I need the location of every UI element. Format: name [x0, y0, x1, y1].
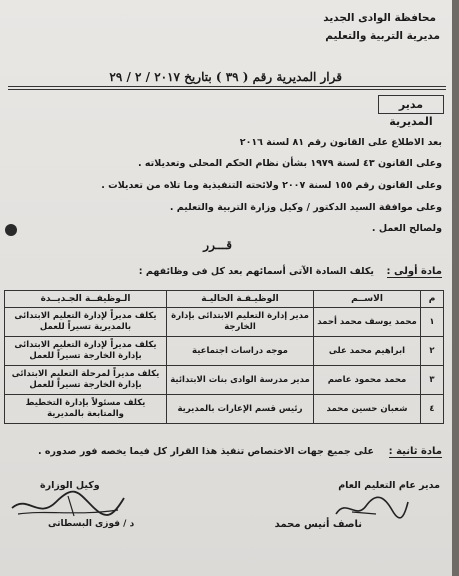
row-name: محمد محمود عاصم [314, 366, 421, 395]
signature-name-left: د / فوزى البسطاتى [48, 519, 135, 529]
signature-left-scribble [8, 490, 128, 522]
signature-title-left: وكيل الوزارة [40, 480, 100, 491]
divider [8, 89, 446, 90]
col-header-new-job: الـوظيفــة الجـديــدة [5, 291, 167, 308]
row-name: شعبان حسين محمد [314, 395, 421, 424]
article2-text: على جميع جهات الاختصاص تنفيذ هذا القرار كل فيما يخصه فور صدوره . [38, 446, 374, 457]
row-current-job: رئيس قسم الإعارات بالمديرية [167, 395, 314, 424]
table-row [5, 308, 444, 337]
preamble-line: ولصالح العمل . [371, 223, 442, 234]
table-row [5, 337, 444, 366]
row-current-job: مدير مدرسة الوادى بنات الابتدائية [167, 366, 314, 395]
col-header-name: الاســم [314, 291, 421, 308]
decree-title-label: قرار المديرية رقم [252, 70, 342, 84]
article1-text: يكلف السادة الآتى أسمائهم بعد كل فى وظائفهم : [138, 266, 374, 277]
signature-title-right: مدير عام التعليم العام [338, 480, 440, 491]
row-name: محمد يوسف محمد أحمد [314, 308, 421, 337]
table-row [5, 395, 444, 424]
signature-right-scribble [332, 492, 412, 522]
row-new-job: يكلف مديراً لإدارة التعليم الابتدائى بالمديرية تسيراً للعمل [5, 308, 167, 337]
governorate-header: محافظة الوادى الجديد [323, 12, 436, 24]
decree-date: ٢٠١٧ / ٢ / ٢٩ [109, 70, 180, 84]
divider [8, 86, 446, 87]
preamble-line: بعد الاطلاع على القانون رقم ٨١ لسنة ٢٠١٦ [239, 137, 442, 148]
directorate-header: مديرية التربية والتعليم [325, 30, 440, 42]
article2-label: مادة ثانية : [388, 446, 442, 457]
row-current-job: مدير إدارة التعليم الابتدائى بإدارة الخارجة [167, 308, 314, 337]
table-header-row [5, 291, 444, 308]
issuer-box: مدير المديرية [378, 95, 444, 114]
row-new-job: يكلف مسئولاً بإدارة التخطيط والمتابعة بالمديرية [5, 395, 167, 424]
employees-table [4, 290, 444, 424]
row-number: ٢ [421, 337, 444, 366]
decree-title [109, 70, 342, 84]
preamble-line: وعلى موافقة السيد الدكتور / وكيل وزارة التربية والتعليم . [169, 202, 442, 213]
punch-hole [5, 224, 17, 236]
decision-heading: قـــرر [203, 238, 232, 252]
article1-label: مادة أولى : [386, 266, 442, 277]
row-name: ابراهيم محمد على [314, 337, 421, 366]
row-new-job: يكلف مديراً لمرحلة التعليم الابتدائى بإدارة الخارجة تسيراً للعمل [5, 366, 167, 395]
row-new-job: يكلف مديراً لإدارة التعليم الابتدائى بإدارة الخارجة تسيراً للعمل [5, 337, 167, 366]
decree-date-label: بتاريخ [184, 70, 212, 84]
preamble-line: وعلى القانون ٤٣ لسنة ١٩٧٩ بشأن نظام الحكم المحلى وتعديلاته . [138, 158, 442, 169]
table-row [5, 366, 444, 395]
row-number: ٤ [421, 395, 444, 424]
row-current-job: موجه دراسات اجتماعية [167, 337, 314, 366]
signature-name-right: ناصف أنيس محمد [274, 519, 362, 530]
preamble-line: وعلى القانون رقم ١٥٥ لسنة ٢٠٠٧ ولائحته التنفيذية وما تلاه من تعديلات . [101, 180, 442, 191]
col-header-current-job: الوظيـفـة الحاليـة [167, 291, 314, 308]
col-header-number: م [421, 291, 444, 308]
decree-number: ( ٣٩ ) [215, 70, 249, 84]
row-number: ١ [421, 308, 444, 337]
row-number: ٣ [421, 366, 444, 395]
